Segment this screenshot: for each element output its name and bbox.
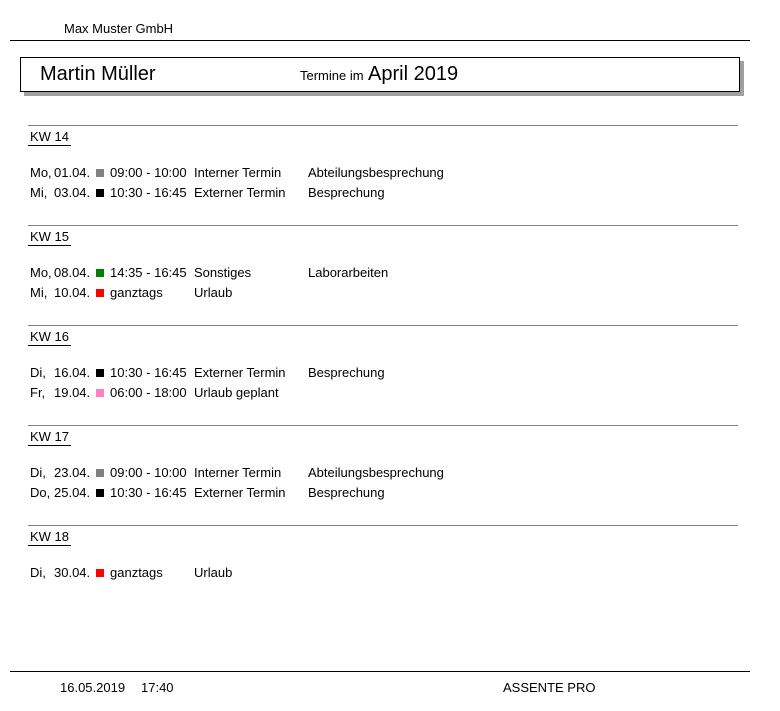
appointment-type: Interner Termin	[194, 465, 282, 480]
week-section	[0, 425, 780, 525]
category-color-swatch	[96, 369, 104, 377]
time-range: 09:00 - 10:00	[110, 165, 187, 180]
title-month: April 2019	[368, 63, 459, 85]
time-range: 10:30 - 16:45	[110, 185, 187, 200]
bottom-divider	[10, 671, 750, 672]
week-section	[0, 525, 780, 625]
appointment-description: Besprechung	[308, 365, 385, 380]
appointment-description: Besprechung	[308, 485, 385, 500]
weekday: Do,	[30, 485, 51, 500]
category-color-swatch	[96, 269, 104, 277]
company-name: Max Muster GmbH	[64, 21, 174, 36]
appointment-type: Urlaub	[194, 285, 233, 300]
appointment-description: Abteilungsbesprechung	[308, 465, 444, 480]
time-range: 06:00 - 18:00	[110, 385, 187, 400]
app-name: ASSENTE PRO	[503, 680, 596, 695]
week-label: KW 14	[30, 129, 70, 144]
weekday: Di,	[30, 565, 46, 580]
category-color-swatch	[96, 289, 104, 297]
appointment-type: Externer Termin	[194, 185, 286, 200]
week-label: KW 17	[30, 429, 70, 444]
time-range: 14:35 - 16:45	[110, 265, 187, 280]
week-section	[0, 125, 780, 225]
appointment-type: Externer Termin	[194, 365, 286, 380]
category-color-swatch	[96, 169, 104, 177]
appointment-type: Sonstiges	[194, 265, 252, 280]
appointment-type: Interner Termin	[194, 165, 282, 180]
title-prefix: Termine im	[300, 68, 364, 83]
time-range: ganztags	[110, 565, 163, 580]
week-divider	[28, 425, 738, 426]
date: 01.04.	[54, 165, 91, 180]
employee-name: Martin Müller	[40, 63, 156, 85]
week-label: KW 16	[30, 329, 70, 344]
time-range: 10:30 - 16:45	[110, 485, 187, 500]
time-range: 09:00 - 10:00	[110, 465, 187, 480]
category-color-swatch	[96, 469, 104, 477]
category-color-swatch	[96, 389, 104, 397]
weekday: Mi,	[30, 185, 48, 200]
date: 10.04.	[54, 285, 91, 300]
category-color-swatch	[96, 189, 104, 197]
print-time: 17:40	[141, 680, 174, 695]
week-list	[0, 125, 780, 625]
appointment-description: Laborarbeiten	[308, 265, 389, 280]
week-divider	[28, 125, 738, 126]
week-section	[0, 325, 780, 425]
category-color-swatch	[96, 569, 104, 577]
category-color-swatch	[96, 489, 104, 497]
report-header	[20, 57, 740, 92]
week-section	[0, 225, 780, 325]
time-range: 10:30 - 16:45	[110, 365, 187, 380]
weekday: Di,	[30, 465, 46, 480]
weekday: Mi,	[30, 285, 48, 300]
appointment-description: Besprechung	[308, 185, 385, 200]
date: 16.04.	[54, 365, 91, 380]
weekday: Fr,	[30, 385, 46, 400]
report-title	[300, 63, 458, 86]
week-divider	[28, 225, 738, 226]
weekday: Mo,	[30, 165, 52, 180]
week-divider	[28, 325, 738, 326]
appointment-type: Urlaub geplant	[194, 385, 279, 400]
weekday: Di,	[30, 365, 46, 380]
week-divider	[28, 525, 738, 526]
date: 19.04.	[54, 385, 91, 400]
appointment-type: Urlaub	[194, 565, 233, 580]
top-divider	[10, 40, 750, 41]
appointment-type: Externer Termin	[194, 485, 286, 500]
date: 30.04.	[54, 565, 91, 580]
date: 03.04.	[54, 185, 91, 200]
date: 08.04.	[54, 265, 91, 280]
date: 25.04.	[54, 485, 91, 500]
print-date: 16.05.2019	[60, 680, 126, 695]
time-range: ganztags	[110, 285, 163, 300]
weekday: Mo,	[30, 265, 52, 280]
week-label: KW 18	[30, 529, 70, 544]
appointment-description: Abteilungsbesprechung	[308, 165, 444, 180]
date: 23.04.	[54, 465, 91, 480]
week-label: KW 15	[30, 229, 70, 244]
